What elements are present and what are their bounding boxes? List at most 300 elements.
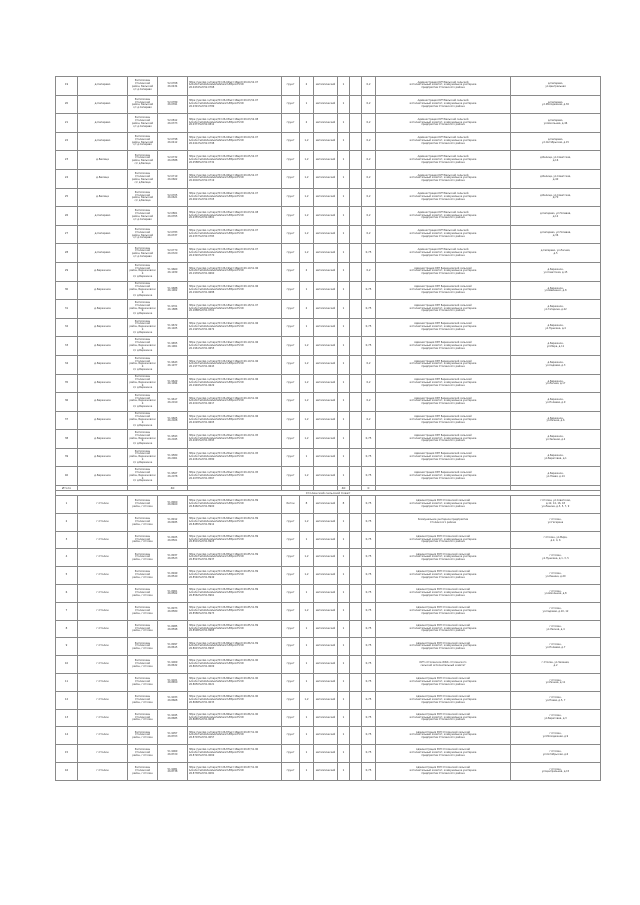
cell-capacity: 0,2	[362, 188, 376, 207]
cell-row-number: 37	[56, 411, 78, 430]
cell-coordinates: 52.0812 26.0373	[158, 114, 188, 133]
cell-row-number: 7	[56, 602, 78, 620]
cell-capacity: 0,75	[362, 513, 376, 531]
cell-capacity: 0,2	[362, 411, 376, 430]
cell-owner-organization: Администрация КУП Бельский сельский исполнительный комитет, коммунальное унитарное предприятие Столинского района	[376, 188, 511, 207]
cell-material: металлический	[314, 411, 338, 430]
table-row	[56, 95, 601, 114]
cell-address: д.Бережное, ул.Садовая, д.3	[511, 355, 601, 374]
cell-locality: г.Столин	[78, 691, 128, 709]
cell-district: Расположен Столинский район, Бережновский с/с д.Бережное	[128, 318, 158, 337]
cell-container-count: 1,2	[300, 602, 314, 620]
cell-volume: 1	[338, 656, 350, 674]
cell-district: Расположен Столинский район, Бельский с/с д.Белица	[128, 188, 158, 207]
cell-owner-organization: Администрация КУП Бережновский сельский исполнительный комитет, коммунальное унитарное предприятие Столинского района	[376, 300, 511, 319]
cell-locality: д.Бережное	[78, 448, 128, 467]
cell-row-number: 29	[56, 262, 78, 281]
cell-container-count: 1	[300, 656, 314, 674]
cell-container-count: 1,2	[300, 374, 314, 393]
cell-locality: г.Столин	[78, 531, 128, 549]
cell-row-number: 32	[56, 318, 78, 337]
cell-surface-type: грунт	[282, 77, 300, 96]
cell-capacity: 0,2	[362, 225, 376, 244]
cell-map-link[interactable]: https://yandex.ru/maps/?ll=26.03&z=16&pt=26.03,52.07 &mode=whatshere&whatshere%5Bpoint%5D 26.0337%2C52.0783	[188, 225, 282, 244]
cell-locality: г.Столин	[78, 709, 128, 727]
cell-owner-organization: Администрация КУП Бельский сельский исполнительный комитет, коммунальное унитарное предприятие Столинского района	[376, 225, 511, 244]
section-title: Столинский сельский Совет	[56, 491, 601, 496]
cell-volume: 1	[338, 602, 350, 620]
cell-map-link[interactable]: https://yandex.ru/maps/?ll=26.87&z=16&pt=26.87,51.90 &mode=whatshere&whatshere%5Bpoint%5D 26.8720%2C51.9069	[188, 745, 282, 763]
cell-material: металлический	[314, 448, 338, 467]
cell-capacity: 0,75	[362, 496, 376, 514]
cell-address: д.Сепарево, ул.Полевая, д.36	[511, 225, 601, 244]
cell-coordinates: 51.9033 26.8668	[158, 691, 188, 709]
section-2-body	[56, 496, 601, 781]
table-row	[56, 602, 601, 620]
cell-map-link[interactable]: https://yandex.ru/maps/?ll=26.20&z=16&pt=26.20,51.95 &mode=whatshere&whatshere%5Bpoint%5D 26.2045%2C51.9593	[188, 430, 282, 449]
cell-district: Расположен Столинский район, Бельский с/с д.Сепарево	[128, 77, 158, 96]
cell-container-count: 1	[300, 745, 314, 763]
cell-blank	[350, 585, 362, 603]
cell-map-link[interactable]: https://yandex.ru/maps/?ll=26.86&z=16&pt=26.86,51.90 &mode=whatshere&whatshere%5Bpoint%5D 26.8632%2C51.9009	[188, 656, 282, 674]
cell-district: Расположен Столинский район, г.Столин	[128, 691, 158, 709]
cell-row-number: 39	[56, 448, 78, 467]
cell-surface-type: грунт	[282, 448, 300, 467]
cell-map-link[interactable]: https://yandex.ru/maps/?ll=26.85&z=16&pt=26.85,51.89 &mode=whatshere&whatshere%5Bpoint%5D 26.8523%2C51.8937	[188, 549, 282, 567]
cell-container-count: 1,2	[300, 691, 314, 709]
cell-owner-organization: Администрация КУП Бельский сельский исполнительный комитет, коммунальное унитарное предприятие Столинского района	[376, 132, 511, 151]
cell-locality: д.Бережное	[78, 355, 128, 374]
cell-blank	[350, 531, 362, 549]
cell-coordinates: 51.9617 26.2010	[158, 393, 188, 412]
cell-map-link[interactable]: https://yandex.ru/maps/?ll=26.03&z=16&pt=26.03,52.08 &mode=whatshere&whatshere%5Bpoint%5D 26.0373%2C52.0812	[188, 114, 282, 133]
section-1-body	[56, 77, 601, 486]
cell-map-link[interactable]: https://yandex.ru/maps/?ll=26.87&z=16&pt=26.87,51.90 &mode=whatshere&whatshere%5Bpoint%5D 26.8703%2C51.9057	[188, 727, 282, 745]
cell-row-number: 34	[56, 355, 78, 374]
table-row	[56, 467, 601, 486]
cell-row-number: 16	[56, 763, 78, 781]
cell-row-number: 33	[56, 337, 78, 356]
cell-blank	[350, 225, 362, 244]
cell-container-count: 1	[300, 709, 314, 727]
cell-blank	[350, 337, 362, 356]
cell-surface-type: грунт	[282, 727, 300, 745]
cell-material: металлический	[314, 691, 338, 709]
cell-address: д.Бережное, ул.Мира, д.11	[511, 337, 601, 356]
cell-district: Расположен Столинский район, Бельский с/с д.Сепарево	[128, 132, 158, 151]
cell-map-link[interactable]: https://yandex.ru/maps/?ll=26.86&z=16&pt=26.86,51.90 &mode=whatshere&whatshere%5Bpoint%5D 26.8650%2C51.9021	[188, 674, 282, 692]
cell-map-link[interactable]: https://yandex.ru/maps/?ll=26.05&z=16&pt=26.05,52.07 &mode=whatshere&whatshere%5Bpoint%5D 26.0588%2C52.0732	[188, 151, 282, 170]
cell-surface-type: бетон	[282, 496, 300, 514]
cell-volume: 1	[338, 448, 350, 467]
cell-owner-organization: Администрация КУП Столинский сельский исполнительный комитет, коммунальное унитарное предприятие Столинского района	[376, 531, 511, 549]
cell-blank	[350, 496, 362, 514]
cell-address: д.Сепарево, ул.Центральная	[511, 77, 601, 96]
cell-locality: г.Столин	[78, 674, 128, 692]
cell-material: металлический	[314, 763, 338, 781]
cell-container-count: 2	[300, 114, 314, 133]
cell-surface-type: грунт	[282, 207, 300, 226]
cell-surface-type: грунт	[282, 132, 300, 151]
cell-district: Расположен Столинский район, Бельский с/с д.Сепарево	[128, 244, 158, 263]
total-p: 0	[362, 486, 376, 491]
cell-container-count: 1,2	[300, 151, 314, 170]
cell-capacity: 0,75	[362, 745, 376, 763]
cell-map-link[interactable]: https://yandex.ru/maps/?ll=26.19&z=16&pt=26.19,51.96 &mode=whatshere&whatshere%5Bpoint%5D 26.1925%2C51.9672	[188, 318, 282, 337]
cell-material: металлический	[314, 620, 338, 638]
cell-row-number: 5	[56, 567, 78, 585]
cell-owner-organization: Администрация КУП Столинский сельский исполнительный комитет, коммунальное унитарное предприятие Столинского района	[376, 585, 511, 603]
cell-surface-type: грунт	[282, 656, 300, 674]
cell-locality: г.Столин	[78, 656, 128, 674]
cell-map-link[interactable]: https://yandex.ru/maps/?ll=26.85&z=16&pt=26.85,51.89 &mode=whatshere&whatshere%5Bpoint%5D 26.8562%2C51.8961	[188, 585, 282, 603]
cell-owner-organization: Администрация КУП Бережновский сельский исполнительный комитет, коммунальное унитарное предприятие Столинского района	[376, 411, 511, 430]
cell-volume: 1	[338, 620, 350, 638]
cell-map-link[interactable]: https://yandex.ru/maps/?ll=26.19&z=16&pt=26.19,51.96 &mode=whatshere&whatshere%5Bpoint%5D 26.1939%2C51.9660	[188, 262, 282, 281]
cell-row-number: 28	[56, 244, 78, 263]
cell-owner-organization: Администрация КУП Столинский сельский исполнительный комитет, коммунальное унитарное предприятие Столинского района	[376, 602, 511, 620]
cell-address: г.Столин, ул.Мира, д.2, 4, 6	[511, 531, 601, 549]
cell-row-number: 15	[56, 745, 78, 763]
cell-material: металлический	[314, 727, 338, 745]
cell-surface-type: грунт	[282, 374, 300, 393]
cell-capacity: 0,75	[362, 300, 376, 319]
cell-capacity: 0,75	[362, 602, 376, 620]
cell-capacity: 0,2	[362, 132, 376, 151]
cell-locality: д.Сепарево	[78, 95, 128, 114]
cell-capacity: 0,75	[362, 318, 376, 337]
cell-map-link[interactable]: https://yandex.ru/maps/?ll=26.85&z=16&pt=26.85,51.89 &mode=whatshere&whatshere%5Bpoint%5D 26.8598%2C51.8985	[188, 620, 282, 638]
cell-coordinates: 51.9629 26.1994	[158, 374, 188, 393]
cell-volume: 1	[338, 745, 350, 763]
cell-capacity: 0,75	[362, 531, 376, 549]
cell-capacity: 0,2	[362, 95, 376, 114]
cell-volume: 1	[338, 244, 350, 263]
cell-locality: г.Столин	[78, 513, 128, 531]
cell-address: д.Бережное, ул.Береговая, д.1	[511, 448, 601, 467]
cell-blank	[350, 549, 362, 567]
cell-volume: 1	[338, 531, 350, 549]
cell-coordinates: 51.8912 26.8485	[158, 513, 188, 531]
cell-address: г.Столин, ул.Октябрьская, д.6	[511, 745, 601, 763]
cell-material: металлический	[314, 95, 338, 114]
cell-volume: 1	[338, 513, 350, 531]
cell-district: Расположен Столинский район, г.Столин	[128, 620, 158, 638]
cell-capacity: 0,2	[362, 207, 376, 226]
cell-address: г.Столин, ул.Садовая, д.10, 12	[511, 602, 601, 620]
cell-coordinates: 51.9593 26.2045	[158, 430, 188, 449]
table-row	[56, 691, 601, 709]
cell-material: металлический	[314, 585, 338, 603]
cell-material: металлический	[314, 674, 338, 692]
cell-map-link[interactable]: https://yandex.ru/maps/?ll=26.19&z=16&pt=26.19,51.96 &mode=whatshere&whatshere%5Bpoint%5D 26.1961%2C51.9655	[188, 337, 282, 356]
table-row	[56, 225, 601, 244]
cell-map-link[interactable]: https://yandex.ru/maps/?ll=26.18&z=16&pt=26.18,51.97 &mode=whatshere&whatshere%5Bpoint%5D 26.1888%2C51.9701	[188, 300, 282, 319]
cell-owner-organization: Администрация КУП Бережновский сельский исполнительный комитет, коммунальное унитарное предприятие Столинского района	[376, 355, 511, 374]
cell-blank	[350, 674, 362, 692]
cell-blank	[350, 355, 362, 374]
cell-address: д.Сепарево, ул.Октябрьская, д.15	[511, 132, 601, 151]
cell-map-link[interactable]: https://yandex.ru/maps/?ll=26.84&z=16&pt=26.84,51.89 &mode=whatshere&whatshere%5Bpoint%5D 26.8485%2C51.8912	[188, 513, 282, 531]
cell-map-link[interactable]: https://yandex.ru/maps/?ll=26.86&z=16&pt=26.86,51.90 &mode=whatshere&whatshere%5Bpoint%5D 26.8685%2C51.9045	[188, 709, 282, 727]
cell-row-number: 12	[56, 691, 78, 709]
cell-blank	[350, 300, 362, 319]
table-row	[56, 567, 601, 585]
cell-volume: 1	[338, 709, 350, 727]
cell-container-count: 1,2	[300, 513, 314, 531]
cell-coordinates: 52.0798 26.0412	[158, 132, 188, 151]
cell-surface-type: грунт	[282, 620, 300, 638]
cell-material: металлический	[314, 281, 338, 300]
cell-row-number: 4	[56, 549, 78, 567]
cell-map-link[interactable]: https://yandex.ru/maps/?ll=26.20&z=16&pt=26.20,51.95 &mode=whatshere&whatshere%5Bpoint%5D 26.2061%2C51.9580	[188, 448, 282, 467]
cell-volume: 1	[338, 151, 350, 170]
cell-blank	[350, 318, 362, 337]
cell-map-link[interactable]: https://yandex.ru/maps/?ll=26.86&z=16&pt=26.86,51.90 &mode=whatshere&whatshere%5Bpoint%5D 26.8668%2C51.9033	[188, 691, 282, 709]
cell-material: металлический	[314, 549, 338, 567]
table-row	[56, 585, 601, 603]
cell-blank	[350, 374, 362, 393]
table-row	[56, 355, 601, 374]
cell-volume: 1	[338, 691, 350, 709]
cell-locality: д.Сепарево	[78, 225, 128, 244]
cell-capacity: 0,75	[362, 337, 376, 356]
cell-map-link[interactable]: https://yandex.ru/maps/?ll=26.06&z=16&pt=26.06,52.07 &mode=whatshere&whatshere%5Bpoint%5D 26.0602%2C52.0719	[188, 169, 282, 188]
table-row	[56, 300, 601, 319]
cell-container-count: 1,2	[300, 169, 314, 188]
cell-owner-organization: Администрация КУП Бельский сельский исполнительный комитет, коммунальное унитарное предприятие Столинского района	[376, 95, 511, 114]
cell-owner-organization: Администрация КУП Бережновский сельский исполнительный комитет, коммунальное унитарное предприятие Столинского района	[376, 262, 511, 281]
cell-material: металлический	[314, 656, 338, 674]
cell-volume: 1	[338, 567, 350, 585]
cell-blank	[350, 132, 362, 151]
cell-material: металлический	[314, 169, 338, 188]
cell-capacity: 0,2	[362, 262, 376, 281]
cell-map-link[interactable]: https://yandex.ru/maps/?ll=26.19&z=16&pt=26.19,51.96 &mode=whatshere&whatshere%5Bpoint%5D 26.1977%2C51.9643	[188, 355, 282, 374]
cell-map-link[interactable]: https://yandex.ru/maps/?ll=26.19&z=16&pt=26.19,51.96 &mode=whatshere&whatshere%5Bpoint%5D 26.1902%2C51.9688	[188, 281, 282, 300]
cell-district: Расположен Столинский район, Бельский с/с д.Сепарево	[128, 207, 158, 226]
cell-row-number: 24	[56, 169, 78, 188]
cell-row-number: 22	[56, 132, 78, 151]
cell-owner-organization: КУП «Столинское ЖКХ» Столинского сельский исполнительный комитет	[376, 656, 511, 674]
cell-capacity: 0,75	[362, 620, 376, 638]
cell-container-count: 1,2	[300, 567, 314, 585]
cell-blank	[350, 727, 362, 745]
cell-locality: д.Бережное	[78, 300, 128, 319]
cell-row-number: 14	[56, 727, 78, 745]
total-v: 40	[338, 486, 350, 491]
cell-material: металлический	[314, 318, 338, 337]
table-row	[56, 374, 601, 393]
cell-map-link[interactable]: https://yandex.ru/maps/?ll=26.04&z=16&pt=26.04,52.07 &mode=whatshere&whatshere%5Bpoint%5D 26.0412%2C52.0798	[188, 132, 282, 151]
cell-coordinates: 51.8973 26.8580	[158, 602, 188, 620]
cell-map-link[interactable]: https://yandex.ru/maps/?ll=26.85&z=16&pt=26.85,51.89 &mode=whatshere&whatshere%5Bpoint%5D 26.8540%2C51.8949	[188, 567, 282, 585]
cell-map-link[interactable]: https://yandex.ru/maps/?ll=26.19&z=16&pt=26.19,51.96 &mode=whatshere&whatshere%5Bpoint%5D 26.1994%2C51.9629	[188, 374, 282, 393]
cell-capacity: 0,75	[362, 567, 376, 585]
cell-material: металлический	[314, 188, 338, 207]
cell-owner-organization: Администрация КУП Бельский сельский исполнительный комитет, коммунальное унитарное предприятие Столинского района	[376, 169, 511, 188]
cell-volume: 1	[338, 132, 350, 151]
cell-owner-organization: Администрация КУП Бережновский сельский исполнительный комитет, коммунальное унитарное предприятие Столинского района	[376, 337, 511, 356]
cell-coordinates: 52.0705 26.0621	[158, 188, 188, 207]
cell-material: металлический	[314, 430, 338, 449]
cell-volume: 1	[338, 281, 350, 300]
cell-surface-type: грунт	[282, 638, 300, 656]
cell-coordinates: 51.8900 26.8460	[158, 496, 188, 514]
cell-owner-organization: Администрация КУП Бельский сельский исполнительный комитет, коммунальное унитарное предприятие Столинского района	[376, 114, 511, 133]
cell-container-count: 8	[300, 496, 314, 514]
cell-capacity: 0,75	[362, 448, 376, 467]
cell-volume: 1	[338, 225, 350, 244]
cell-map-link[interactable]: https://yandex.ru/maps/?ll=26.20&z=16&pt=26.20,51.96 &mode=whatshere&whatshere%5Bpoint%5D 26.2028%2C51.9605	[188, 411, 282, 430]
cell-row-number: 6	[56, 585, 78, 603]
table-row	[56, 448, 601, 467]
cell-capacity: 0,75	[362, 674, 376, 692]
cell-map-link[interactable]: https://yandex.ru/maps/?ll=26.85&z=16&pt=26.85,51.89 &mode=whatshere&whatshere%5Bpoint%5D 26.8501%2C51.8925	[188, 531, 282, 549]
cell-map-link[interactable]: https://yandex.ru/maps/?ll=26.03&z=16&pt=26.03,52.08 &mode=whatshere&whatshere%5Bpoint%5D 26.0355%2C52.0801	[188, 207, 282, 226]
cell-locality: г.Столин	[78, 745, 128, 763]
cell-volume: 1	[338, 355, 350, 374]
cell-district: Расположен Столинский район, Бережновский с/с д.Бережное	[128, 467, 158, 486]
cell-blank	[350, 430, 362, 449]
cell-map-link[interactable]: https://yandex.ru/maps/?ll=26.85&z=16&pt=26.85,51.89 &mode=whatshere&whatshere%5Bpoint%5D 26.8580%2C51.8973	[188, 602, 282, 620]
cell-coordinates: 51.8997 26.8615	[158, 638, 188, 656]
register-table	[55, 76, 601, 781]
cell-coordinates: 51.8925 26.8501	[158, 531, 188, 549]
cell-surface-type: грунт	[282, 169, 300, 188]
cell-row-number: 20	[56, 95, 78, 114]
table-row	[56, 496, 601, 514]
cell-blank	[350, 602, 362, 620]
cell-material: металлический	[314, 244, 338, 263]
cell-surface-type: грунт	[282, 709, 300, 727]
cell-row-number: 27	[56, 225, 78, 244]
cell-capacity: 0,75	[362, 709, 376, 727]
cell-blank	[350, 691, 362, 709]
cell-owner-organization: Администрация КУП Бельский сельский исполнительный комитет, коммунальное унитарное предприятие Столинского района	[376, 244, 511, 263]
cell-surface-type: грунт	[282, 531, 300, 549]
cell-map-link[interactable]: https://yandex.ru/maps/?ll=26.87&z=16&pt=26.87,51.90 &mode=whatshere&whatshere%5Bpoint%5D 26.8738%2C51.9081	[188, 763, 282, 781]
cell-district: Расположен Столинский район, г.Столин	[128, 674, 158, 692]
cell-address: г.Столин, ул.Центральная, д.15	[511, 763, 601, 781]
cell-coordinates: 51.9045 26.8685	[158, 709, 188, 727]
cell-district: Расположен Столинский район, Бельский с/с д.Белица	[128, 169, 158, 188]
cell-district: Расположен Столинский район, г.Столин	[128, 763, 158, 781]
cell-map-link[interactable]: https://yandex.ru/maps/?ll=26.20&z=16&pt=26.20,51.95 &mode=whatshere&whatshere%5Bpoint%5D 26.2078%2C51.9567	[188, 467, 282, 486]
table-row	[56, 430, 601, 449]
cell-surface-type: грунт	[282, 262, 300, 281]
cell-district: Расположен Столинский район, Бережновский с/с д.Бережное	[128, 393, 158, 412]
cell-address: д.Бережное, ул.Полевая, д.9	[511, 393, 601, 412]
cell-volume: 1	[338, 207, 350, 226]
cell-address: г.Столин, ул.Ленина, д.20	[511, 567, 601, 585]
cell-surface-type: грунт	[282, 549, 300, 567]
cell-coordinates: 51.9688 26.1902	[158, 281, 188, 300]
cell-owner-organization: Администрация КУП Столинский сельский исполнительный комитет, коммунальное унитарное предприятие Столинского района	[376, 745, 511, 763]
cell-owner-organization: Администрация КУП Столинский сельский исполнительный комитет, коммунальное унитарное предприятие Столинского района	[376, 496, 511, 514]
cell-blank	[350, 513, 362, 531]
cell-container-count: 1,2	[300, 337, 314, 356]
cell-district: Расположен Столинский район, Бережновский с/с д.Бережное	[128, 355, 158, 374]
cell-map-link[interactable]: https://yandex.ru/maps/?ll=26.04&z=16&pt=26.04,52.07 &mode=whatshere&whatshere%5Bpoint%5D 26.0434%2C52.0768	[188, 77, 282, 96]
cell-container-count: 1	[300, 448, 314, 467]
cell-blank	[350, 77, 362, 96]
cell-capacity: 0,75	[362, 281, 376, 300]
table-row	[56, 77, 601, 96]
section-1-total	[56, 486, 601, 496]
cell-blank	[350, 620, 362, 638]
cell-material: металлический	[314, 602, 338, 620]
table-row	[56, 318, 601, 337]
table-row	[56, 531, 601, 549]
cell-address: г.Столин, ул.Береговая, д.3	[511, 709, 601, 727]
cell-surface-type: грунт	[282, 745, 300, 763]
cell-district: Расположен Столинский район, г.Столин	[128, 638, 158, 656]
cell-surface-type: грунт	[282, 300, 300, 319]
cell-map-link[interactable]: https://yandex.ru/maps/?ll=26.06&z=16&pt=26.06,52.07 &mode=whatshere&whatshere%5Bpoint%5D 26.0621%2C52.0705	[188, 188, 282, 207]
table-row	[56, 674, 601, 692]
cell-volume: 1	[338, 300, 350, 319]
cell-owner-organization: Администрация КУП Бельский сельский исполнительный комитет, коммунальное унитарное предприятие Столинского района	[376, 151, 511, 170]
cell-address: д.Бережное, ул.Пушкина, д.4	[511, 318, 601, 337]
cell-volume: 1	[338, 549, 350, 567]
cell-district: Расположен Столинский район, г.Столин	[128, 513, 158, 531]
cell-map-link[interactable]: https://yandex.ru/maps/?ll=26.86&z=16&pt=26.86,51.89 &mode=whatshere&whatshere%5Bpoint%5D 26.8615%2C51.8997	[188, 638, 282, 656]
cell-capacity: 0,2	[362, 355, 376, 374]
cell-coordinates: 51.9057 26.8703	[158, 727, 188, 745]
cell-coordinates: 51.8985 26.8598	[158, 620, 188, 638]
cell-map-link[interactable]: https://yandex.ru/maps/?ll=26.03&z=16&pt=26.03,52.07 &mode=whatshere&whatshere%5Bpoint%5D 26.0320%2C52.0770	[188, 244, 282, 263]
cell-locality: д.Бережное	[78, 393, 128, 412]
cell-blank	[350, 656, 362, 674]
cell-locality: д.Бережное	[78, 430, 128, 449]
cell-locality: г.Столин	[78, 620, 128, 638]
cell-material: металлический	[314, 114, 338, 133]
cell-surface-type: грунт	[282, 318, 300, 337]
cell-surface-type: грунт	[282, 393, 300, 412]
cell-district: Расположен Столинский район, г.Столин	[128, 496, 158, 514]
cell-locality: д.Белица	[78, 151, 128, 170]
cell-material: металлический	[314, 393, 338, 412]
cell-address: г.Столин, ул.Советская, д.12, 14, 16, 18 ул.Ленина, д.3, 5, 7, 9	[511, 496, 601, 514]
cell-address: д.Белица, ул.Советская, д.70	[511, 188, 601, 207]
cell-coordinates: 51.9701 26.1888	[158, 300, 188, 319]
cell-map-link[interactable]: https://yandex.ru/maps/?ll=26.20&z=16&pt=26.20,51.96 &mode=whatshere&whatshere%5Bpoint%5D 26.2010%2C51.9617	[188, 393, 282, 412]
cell-surface-type: грунт	[282, 95, 300, 114]
cell-material: металлический	[314, 262, 338, 281]
cell-surface-type: грунт	[282, 513, 300, 531]
cell-owner-organization: Администрация КУП Бережновский сельский исполнительный комитет, коммунальное унитарное предприятие Столинского района	[376, 281, 511, 300]
cell-volume: 8	[338, 496, 350, 514]
cell-volume: 1	[338, 411, 350, 430]
cell-map-link[interactable]: https://yandex.ru/maps/?ll=26.84&z=16&pt=26.84,51.89 &mode=whatshere&whatshere%5Bpoint%5D 26.8460%2C51.8900	[188, 496, 282, 514]
cell-map-link[interactable]: https://yandex.ru/maps/?ll=26.03&z=16&pt=26.03,52.07 &mode=whatshere&whatshere%5Bpoint%5D 26.0391%2C52.0789	[188, 95, 282, 114]
cell-owner-organization: Администрация КУП Бережновский сельский исполнительный комитет, коммунальное унитарное предприятие Столинского района	[376, 318, 511, 337]
cell-address: г.Столин, ул.Полевая, д.7	[511, 638, 601, 656]
cell-address: д.Бережное, ул.Советская, д.15	[511, 262, 601, 281]
cell-surface-type: грунт	[282, 337, 300, 356]
cell-surface-type: грунт	[282, 188, 300, 207]
cell-address: г.Столин, ул.Гагарина	[511, 513, 601, 531]
cell-container-count: 1	[300, 763, 314, 781]
cell-coordinates: 51.9081 26.8738	[158, 763, 188, 781]
cell-blank	[350, 709, 362, 727]
cell-locality: г.Столин	[78, 763, 128, 781]
cell-coordinates: 52.0768 26.0434	[158, 77, 188, 96]
cell-container-count: 1,2	[300, 207, 314, 226]
cell-locality: д.Бережное	[78, 374, 128, 393]
cell-material: металлический	[314, 531, 338, 549]
